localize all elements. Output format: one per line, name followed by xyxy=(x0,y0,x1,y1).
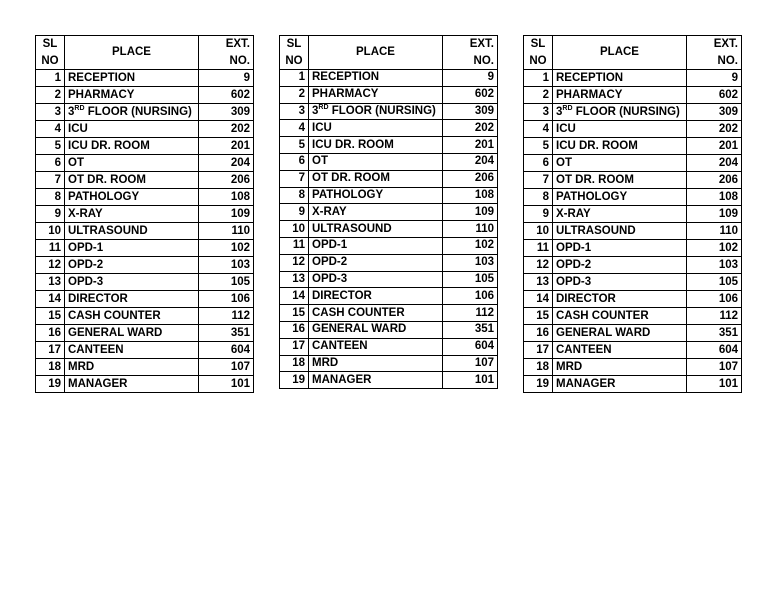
table-row xyxy=(524,359,742,376)
table-row xyxy=(524,155,742,172)
ext-no-cell: 102 xyxy=(443,237,498,254)
extension-table-1 xyxy=(35,35,254,393)
ext-no-cell: 351 xyxy=(443,321,498,338)
table-row xyxy=(36,104,254,121)
place-cell: OT DR. ROOM xyxy=(553,172,687,189)
table-row xyxy=(36,342,254,359)
place-cell: X-RAY xyxy=(309,204,443,221)
table-header-row xyxy=(524,36,742,70)
sl-no-cell: 5 xyxy=(524,138,553,155)
ext-no-cell: 103 xyxy=(687,257,742,274)
table-row xyxy=(524,308,742,325)
place-cell: MRD xyxy=(309,355,443,372)
place-superscript: RD xyxy=(74,104,85,112)
ext-no-cell: 109 xyxy=(199,206,254,223)
header-ext-no: EXT. NO. xyxy=(443,36,498,70)
sl-no-cell: 1 xyxy=(524,70,553,87)
ext-no-cell: 105 xyxy=(199,274,254,291)
table-row xyxy=(36,274,254,291)
place-cell: ULTRASOUND xyxy=(309,221,443,238)
place-cell xyxy=(553,104,687,121)
place-cell: OPD-2 xyxy=(65,257,199,274)
place-cell: OT xyxy=(309,153,443,170)
sl-no-cell: 5 xyxy=(36,138,65,155)
place-cell: CASH COUNTER xyxy=(553,308,687,325)
header-sl-no: SL NO xyxy=(36,36,65,70)
sl-no-cell: 8 xyxy=(524,189,553,206)
sl-no-cell: 19 xyxy=(280,372,309,389)
header-ext-no: EXT. NO. xyxy=(199,36,254,70)
ext-no-cell: 206 xyxy=(687,172,742,189)
table-row xyxy=(36,325,254,342)
ext-no-cell: 201 xyxy=(687,138,742,155)
sl-no-cell: 12 xyxy=(36,257,65,274)
table-row xyxy=(524,121,742,138)
ext-no-cell: 108 xyxy=(687,189,742,206)
place-cell: ICU xyxy=(553,121,687,138)
sl-no-cell: 2 xyxy=(524,87,553,104)
sl-no-cell: 10 xyxy=(36,223,65,240)
sl-no-cell: 5 xyxy=(280,137,309,154)
table-row xyxy=(524,274,742,291)
ext-no-cell: 101 xyxy=(687,376,742,393)
sl-no-cell: 11 xyxy=(524,240,553,257)
place-cell: PHARMACY xyxy=(65,87,199,104)
table-row xyxy=(524,257,742,274)
table-row xyxy=(36,121,254,138)
table-row xyxy=(280,271,498,288)
table-row xyxy=(280,305,498,322)
place-superscript: RD xyxy=(318,104,329,112)
table-row xyxy=(524,138,742,155)
table-row xyxy=(36,138,254,155)
sl-no-cell: 10 xyxy=(524,223,553,240)
sl-no-cell: 3 xyxy=(524,104,553,121)
ext-no-cell: 108 xyxy=(199,189,254,206)
ext-no-cell: 102 xyxy=(687,240,742,257)
sl-no-cell: 17 xyxy=(36,342,65,359)
place-cell: CASH COUNTER xyxy=(65,308,199,325)
table-row xyxy=(36,257,254,274)
ext-no-cell: 112 xyxy=(687,308,742,325)
table-row xyxy=(36,189,254,206)
sl-no-cell: 2 xyxy=(280,86,309,103)
ext-no-cell: 201 xyxy=(443,137,498,154)
ext-no-cell: 106 xyxy=(687,291,742,308)
sl-no-cell: 8 xyxy=(36,189,65,206)
sl-no-cell: 15 xyxy=(524,308,553,325)
place-cell: OPD-3 xyxy=(65,274,199,291)
place-cell: ICU DR. ROOM xyxy=(309,137,443,154)
place-cell: ICU DR. ROOM xyxy=(65,138,199,155)
table-row xyxy=(280,170,498,187)
ext-no-cell: 204 xyxy=(443,153,498,170)
table-row xyxy=(36,240,254,257)
sl-no-cell: 4 xyxy=(524,121,553,138)
sl-no-cell: 2 xyxy=(36,87,65,104)
extension-table-2 xyxy=(279,35,498,389)
table-row xyxy=(280,321,498,338)
sl-no-cell: 4 xyxy=(280,120,309,137)
table-row xyxy=(280,288,498,305)
table-row xyxy=(280,153,498,170)
ext-no-cell: 202 xyxy=(687,121,742,138)
table-row xyxy=(280,237,498,254)
table-row xyxy=(524,325,742,342)
place-cell: OT DR. ROOM xyxy=(65,172,199,189)
table-header-row xyxy=(280,36,498,70)
ext-no-cell: 108 xyxy=(443,187,498,204)
table-row xyxy=(524,376,742,393)
place-cell: DIRECTOR xyxy=(309,288,443,305)
sl-no-cell: 9 xyxy=(524,206,553,223)
ext-no-cell: 107 xyxy=(199,359,254,376)
place-cell: ICU DR. ROOM xyxy=(553,138,687,155)
place-cell: MRD xyxy=(65,359,199,376)
ext-no-cell: 602 xyxy=(687,87,742,104)
sl-no-cell: 6 xyxy=(280,153,309,170)
place-suffix: FLOOR (NURSING) xyxy=(328,104,436,117)
place-cell: RECEPTION xyxy=(65,70,199,87)
place-cell: CANTEEN xyxy=(65,342,199,359)
sl-no-cell: 8 xyxy=(280,187,309,204)
sl-no-cell: 17 xyxy=(280,338,309,355)
place-cell: MRD xyxy=(553,359,687,376)
sl-no-cell: 14 xyxy=(36,291,65,308)
table-row xyxy=(280,137,498,154)
sl-no-cell: 6 xyxy=(524,155,553,172)
sl-no-cell: 9 xyxy=(280,204,309,221)
table-row xyxy=(36,359,254,376)
place-cell: OPD-1 xyxy=(65,240,199,257)
header-sl-no: SL NO xyxy=(524,36,553,70)
sl-no-cell: 16 xyxy=(36,325,65,342)
place-cell: PATHOLOGY xyxy=(553,189,687,206)
table-row xyxy=(524,291,742,308)
place-cell: PATHOLOGY xyxy=(65,189,199,206)
sl-no-cell: 16 xyxy=(280,321,309,338)
place-cell: CASH COUNTER xyxy=(309,305,443,322)
place-cell xyxy=(65,104,199,121)
table-row xyxy=(524,70,742,87)
place-cell: ICU xyxy=(65,121,199,138)
place-cell: PATHOLOGY xyxy=(309,187,443,204)
table-row xyxy=(36,172,254,189)
ext-no-cell: 202 xyxy=(199,121,254,138)
place-cell: OPD-3 xyxy=(553,274,687,291)
table-row xyxy=(280,355,498,372)
place-cell: ICU xyxy=(309,120,443,137)
place-cell: X-RAY xyxy=(65,206,199,223)
place-cell: MANAGER xyxy=(65,376,199,393)
sl-no-cell: 11 xyxy=(36,240,65,257)
sl-no-cell: 15 xyxy=(280,305,309,322)
table-row xyxy=(280,86,498,103)
table-row xyxy=(280,103,498,120)
table-row xyxy=(280,338,498,355)
sl-no-cell: 14 xyxy=(280,288,309,305)
place-prefix: 3 xyxy=(312,104,319,117)
place-cell: OPD-2 xyxy=(309,254,443,271)
place-suffix: FLOOR (NURSING) xyxy=(572,105,680,118)
place-cell: CANTEEN xyxy=(553,342,687,359)
place-cell: OT DR. ROOM xyxy=(309,170,443,187)
table-row xyxy=(280,187,498,204)
table-row xyxy=(36,308,254,325)
place-cell: MANAGER xyxy=(553,376,687,393)
ext-no-cell: 309 xyxy=(687,104,742,121)
table-row xyxy=(36,70,254,87)
header-place: PLACE xyxy=(309,36,443,70)
place-cell: PHARMACY xyxy=(309,86,443,103)
sl-no-cell: 1 xyxy=(280,70,309,87)
table-row xyxy=(36,87,254,104)
sl-no-cell: 15 xyxy=(36,308,65,325)
ext-no-cell: 101 xyxy=(443,372,498,389)
header-place: PLACE xyxy=(553,36,687,70)
place-cell: GENERAL WARD xyxy=(309,321,443,338)
table-row xyxy=(36,155,254,172)
sl-no-cell: 7 xyxy=(524,172,553,189)
sl-no-cell: 3 xyxy=(280,103,309,120)
ext-no-cell: 202 xyxy=(443,120,498,137)
ext-no-cell: 112 xyxy=(443,305,498,322)
table-header-row xyxy=(36,36,254,70)
sl-no-cell: 19 xyxy=(36,376,65,393)
ext-no-cell: 206 xyxy=(199,172,254,189)
header-place: PLACE xyxy=(65,36,199,70)
ext-no-cell: 105 xyxy=(443,271,498,288)
sl-no-cell: 13 xyxy=(36,274,65,291)
ext-no-cell: 351 xyxy=(199,325,254,342)
table-row xyxy=(524,223,742,240)
ext-no-cell: 309 xyxy=(443,103,498,120)
table-row xyxy=(280,120,498,137)
table-row xyxy=(524,206,742,223)
sl-no-cell: 17 xyxy=(524,342,553,359)
place-cell: X-RAY xyxy=(553,206,687,223)
table-row xyxy=(36,223,254,240)
ext-no-cell: 106 xyxy=(443,288,498,305)
place-prefix: 3 xyxy=(556,105,563,118)
table-row xyxy=(524,342,742,359)
ext-no-cell: 107 xyxy=(443,355,498,372)
ext-no-cell: 110 xyxy=(199,223,254,240)
place-cell xyxy=(309,103,443,120)
sl-no-cell: 11 xyxy=(280,237,309,254)
table-row xyxy=(280,254,498,271)
ext-no-cell: 604 xyxy=(199,342,254,359)
ext-no-cell: 103 xyxy=(443,254,498,271)
ext-no-cell: 109 xyxy=(687,206,742,223)
header-sl-no: SL NO xyxy=(280,36,309,70)
ext-no-cell: 109 xyxy=(443,204,498,221)
ext-no-cell: 102 xyxy=(199,240,254,257)
table-row xyxy=(36,291,254,308)
sl-no-cell: 18 xyxy=(524,359,553,376)
table-row xyxy=(280,372,498,389)
sl-no-cell: 18 xyxy=(280,355,309,372)
ext-no-cell: 309 xyxy=(199,104,254,121)
place-cell: OPD-3 xyxy=(309,271,443,288)
place-superscript: RD xyxy=(562,104,573,112)
table-row xyxy=(524,240,742,257)
sl-no-cell: 4 xyxy=(36,121,65,138)
sl-no-cell: 9 xyxy=(36,206,65,223)
place-cell: DIRECTOR xyxy=(65,291,199,308)
place-cell: MANAGER xyxy=(309,372,443,389)
ext-no-cell: 110 xyxy=(443,221,498,238)
ext-no-cell: 604 xyxy=(443,338,498,355)
place-cell: GENERAL WARD xyxy=(65,325,199,342)
sl-no-cell: 16 xyxy=(524,325,553,342)
ext-no-cell: 112 xyxy=(199,308,254,325)
ext-no-cell: 602 xyxy=(199,87,254,104)
sl-no-cell: 13 xyxy=(280,271,309,288)
table-row xyxy=(280,70,498,87)
sl-no-cell: 13 xyxy=(524,274,553,291)
place-cell: ULTRASOUND xyxy=(553,223,687,240)
sl-no-cell: 10 xyxy=(280,221,309,238)
ext-no-cell: 351 xyxy=(687,325,742,342)
table-row xyxy=(36,206,254,223)
sl-no-cell: 6 xyxy=(36,155,65,172)
sl-no-cell: 12 xyxy=(280,254,309,271)
place-cell: PHARMACY xyxy=(553,87,687,104)
ext-no-cell: 103 xyxy=(199,257,254,274)
ext-no-cell: 9 xyxy=(199,70,254,87)
ext-no-cell: 9 xyxy=(687,70,742,87)
ext-no-cell: 107 xyxy=(687,359,742,376)
place-cell: CANTEEN xyxy=(309,338,443,355)
sl-no-cell: 18 xyxy=(36,359,65,376)
sl-no-cell: 3 xyxy=(36,104,65,121)
place-cell: RECEPTION xyxy=(553,70,687,87)
ext-no-cell: 110 xyxy=(687,223,742,240)
ext-no-cell: 204 xyxy=(687,155,742,172)
sl-no-cell: 7 xyxy=(280,170,309,187)
place-cell: OPD-1 xyxy=(309,237,443,254)
sl-no-cell: 19 xyxy=(524,376,553,393)
place-cell: ULTRASOUND xyxy=(65,223,199,240)
table-row xyxy=(524,87,742,104)
place-prefix: 3 xyxy=(68,105,75,118)
ext-no-cell: 206 xyxy=(443,170,498,187)
sl-no-cell: 12 xyxy=(524,257,553,274)
ext-no-cell: 602 xyxy=(443,86,498,103)
ext-no-cell: 201 xyxy=(199,138,254,155)
place-cell: RECEPTION xyxy=(309,70,443,87)
table-row xyxy=(36,376,254,393)
ext-no-cell: 101 xyxy=(199,376,254,393)
ext-no-cell: 9 xyxy=(443,70,498,87)
place-cell: OT xyxy=(65,155,199,172)
place-cell: GENERAL WARD xyxy=(553,325,687,342)
sl-no-cell: 7 xyxy=(36,172,65,189)
sl-no-cell: 14 xyxy=(524,291,553,308)
place-suffix: FLOOR (NURSING) xyxy=(84,105,192,118)
place-cell: OT xyxy=(553,155,687,172)
sl-no-cell: 1 xyxy=(36,70,65,87)
ext-no-cell: 105 xyxy=(687,274,742,291)
table-row xyxy=(524,189,742,206)
table-row xyxy=(280,204,498,221)
header-ext-no: EXT. NO. xyxy=(687,36,742,70)
place-cell: OPD-1 xyxy=(553,240,687,257)
ext-no-cell: 204 xyxy=(199,155,254,172)
place-cell: DIRECTOR xyxy=(553,291,687,308)
table-row xyxy=(524,172,742,189)
place-cell: OPD-2 xyxy=(553,257,687,274)
ext-no-cell: 604 xyxy=(687,342,742,359)
table-row xyxy=(280,221,498,238)
extension-table-3 xyxy=(523,35,742,393)
ext-no-cell: 106 xyxy=(199,291,254,308)
table-row xyxy=(524,104,742,121)
